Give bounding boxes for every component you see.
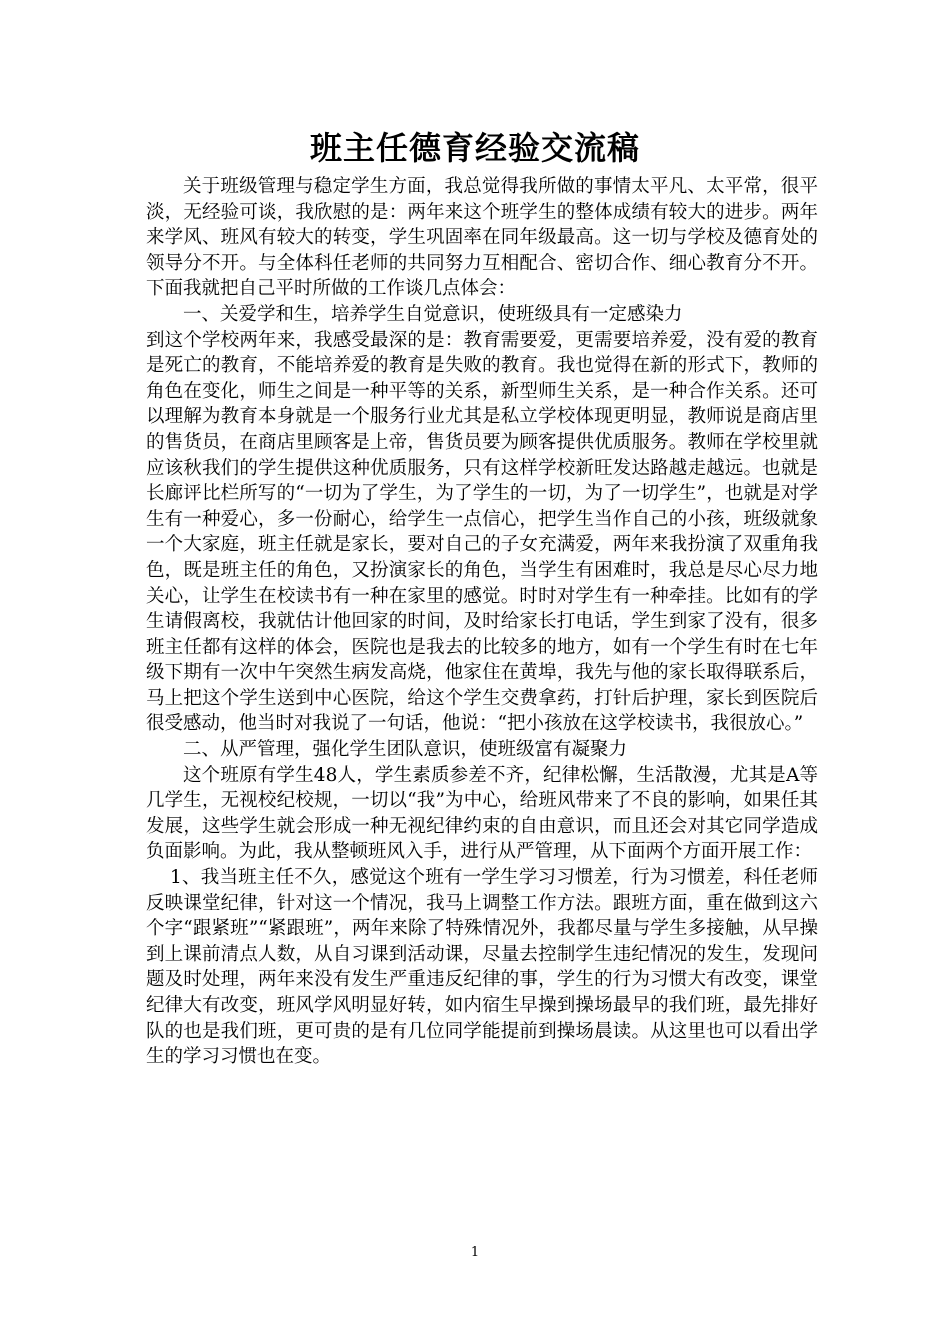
section-2-paragraph: 这个班原有学生48人，学生素质参差不齐，纪律松懈，生活散漫，尤其是A等几学生，无视校纪校规，一切以“我”为中心，给班风带来了不良的影响，如果任其发展，这些学生就会形成一种无视纪律约束的自由意识，而且还会对其它同学造成负面影响。为此，我从整顿班风入手，进行从严管理，从下面两个方面开展工作： — [146, 764, 818, 863]
page-number: 1 — [470, 1245, 480, 1260]
section-1-paragraph: 到这个学校两年来，我感受最深的是：教育需要爱，更需要培养爱，没有爱的教育是死亡的教育，不能培养爱的教育是失败的教育。我也觉得在新的形式下，教师的角色在变化，师生之间是一种平等的关系，新型师生关系，是一种合作关系。还可以理解为教育本身就是一个服务行业尤其是私立学校体现更明显，教师说是商店里的售货员，在商店里顾客是上帝，售货员要为顾客提供优质服务。教师在学校里就应该秋我们的学生提供这种优质服务，只有这样学校新旺发达路越走越远。也就是长廊评比栏所写的“一切为了学生，为了学生的一切，为了一切学生”，也就是对学生有一种爱心，多一份耐心，给学生一点信心，把学生当作自己的小孩，班级就象一个大家庭，班主任就是家长，要对自己的子女充满爱，两年来我扮演了双重角我色，既是班主任的角色，又扮演家长的角色，当学生有困难时，我总是尽心尽力地关心，让学生在校读书有一种在家里的感觉。时时对学生有一种牵挂。比如有的学生请假离校，我就估计他回家的时间，及时给家长打电话，学生到家了没有，很多班主任都有这样的体会，医院也是我去的比较多的地方，如有一个学生有时在七年级下期有一次中午突然生病发高烧，他家住在黄埠，我先与他的家长取得联系后，马上把这个学生送到中心医院，给这个学生交费拿药，打针后护理，家长到医院后很受感动，他当时对我说了一句话，他说：“把小孩放在这学校读书，我很放心。” — [146, 329, 818, 735]
section-heading-1: 一、关爱学和生，培养学生自觉意识，使班级具有一定感染力 — [183, 303, 683, 325]
section-heading-2: 二、从严管理，强化学生团队意识，使班级富有凝聚力 — [183, 739, 628, 761]
intro-paragraph: 关于班级管理与稳定学生方面，我总觉得我所做的事情太平凡、太平常，很平淡，无经验可谈，我欣慰的是：两年来这个班学生的整体成绩有较大的进步。两年来学风、班风有较大的转变，学生巩固率在同年级最高。这一切与学校及德育处的领导分不开。与全体科任老师的共同努力互相配合、密切合作、细心教育分不开。下面我就把自己平时所做的工作谈几点体会： — [146, 176, 818, 300]
document-title: 班主任德育经验交流稿 — [309, 129, 640, 167]
document-body — [146, 174, 818, 1070]
section-2-item-1: 1、我当班主任不久，感觉这个班有一学生学习习惯差，行为习惯差，科任老师反映课堂纪律，针对这一个情况，我马上调整工作方法。跟班方面，重在做到这六个字“跟紧班”“紧跟班”，两年来除了特殊情况外，我都尽量与学生多接触，从早操到上课前清点人数，从自习课到活动课，尽量去控制学生违纪情况的发生，发现问题及时处理，两年来没有发生严重违反纪律的事，学生的行为习惯大有改变，课堂纪律大有改变，班风学风明显好转，如内宿生早操到操场最早的我们班，最先排好队的也是我们班，更可贵的是有几位同学能提前到操场晨读。从这里也可以看出学生的学习习惯也在变。 — [146, 867, 818, 1068]
